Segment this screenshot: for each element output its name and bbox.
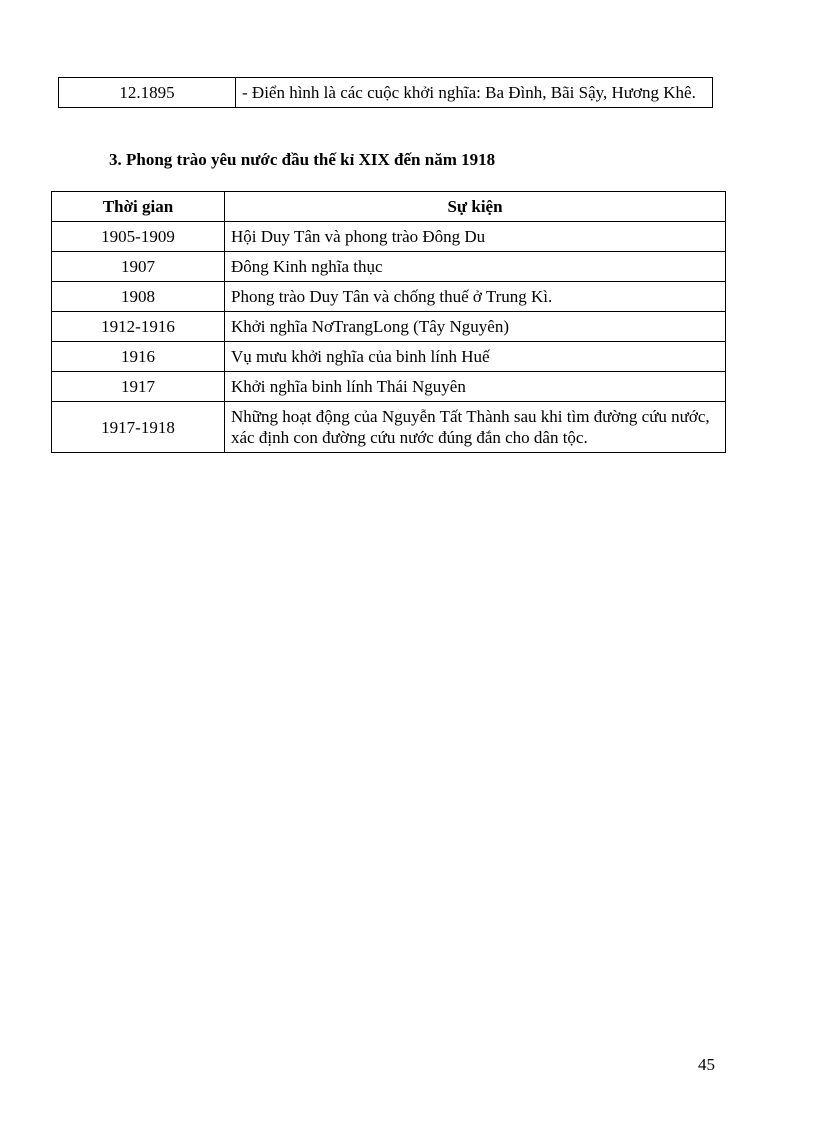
time-cell: 1908 — [52, 282, 225, 312]
time-cell: 12.1895 — [59, 78, 236, 108]
event-cell: Khởi nghĩa binh lính Thái Nguyên — [225, 372, 726, 402]
table-row — [52, 342, 726, 372]
event-cell: Phong trào Duy Tân và chống thuế ở Trung Kì. — [225, 282, 726, 312]
table-row — [52, 282, 726, 312]
table-header-row — [52, 192, 726, 222]
table-row — [52, 222, 726, 252]
event-cell: Vụ mưu khởi nghĩa của binh lính Huế — [225, 342, 726, 372]
table-row — [52, 312, 726, 342]
time-cell: 1912-1916 — [52, 312, 225, 342]
time-cell: 1917-1918 — [52, 402, 225, 453]
header-event: Sự kiện — [225, 192, 726, 222]
time-cell: 1905-1909 — [52, 222, 225, 252]
event-cell: Đông Kinh nghĩa thục — [225, 252, 726, 282]
section-heading: 3. Phong trào yêu nước đầu thế kỉ XIX đến năm 1918 — [109, 150, 496, 169]
event-cell: Những hoạt động của Nguyễn Tất Thành sau khi tìm đường cứu nước, xác định con đường cứu nước đúng đắn cho dân tộc. — [225, 402, 726, 453]
table-row — [52, 402, 726, 453]
header-time: Thời gian — [52, 192, 225, 222]
continued-table — [58, 77, 713, 108]
table-row — [52, 252, 726, 282]
table-row — [52, 372, 726, 402]
page-number: 45 — [698, 1055, 715, 1074]
event-cell: Khởi nghĩa NơTrangLong (Tây Nguyên) — [225, 312, 726, 342]
time-cell: 1917 — [52, 372, 225, 402]
table-row — [59, 78, 713, 108]
event-cell: - Điển hình là các cuộc khởi nghĩa: Ba Đình, Bãi Sậy, Hương Khê. — [236, 78, 713, 108]
events-table — [51, 191, 726, 453]
event-cell: Hội Duy Tân và phong trào Đông Du — [225, 222, 726, 252]
time-cell: 1916 — [52, 342, 225, 372]
time-cell: 1907 — [52, 252, 225, 282]
